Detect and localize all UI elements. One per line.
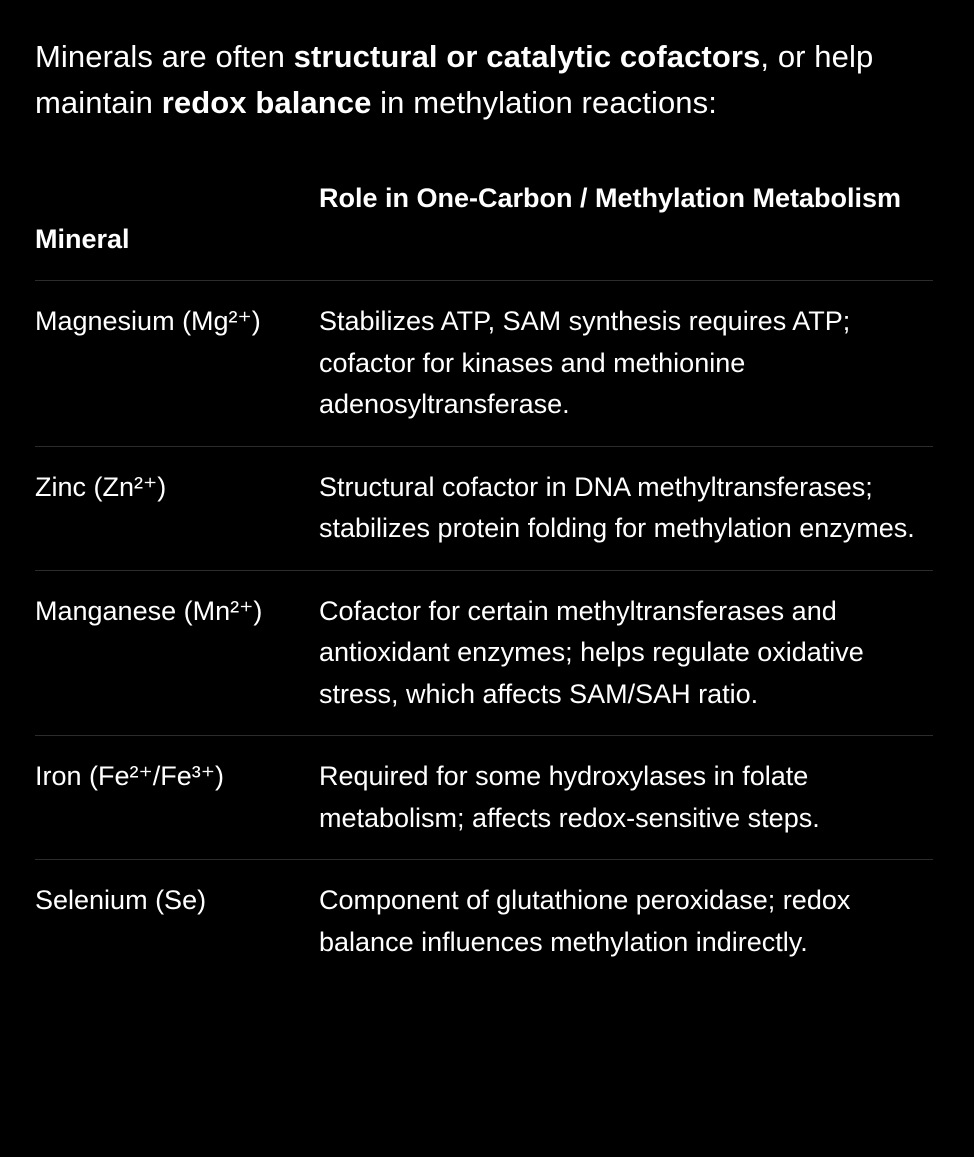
role-cell: Stabilizes ATP, SAM synthesis requires ATP; cofactor for kinases and methionine adenosyltransferase. <box>319 306 851 419</box>
intro-bold-1: structural or catalytic cofactors <box>293 39 761 74</box>
intro-text-3: in methylation reactions: <box>371 85 717 120</box>
mineral-cell: Zinc (Zn²⁺) <box>35 471 167 502</box>
intro-text-2: , or help maintain <box>35 39 874 120</box>
mineral-cell: Manganese (Mn²⁺) <box>35 595 263 626</box>
table-row <box>35 281 933 447</box>
role-cell: Structural cofactor in DNA methyltransferases; stabilizes protein folding for methylation enzymes. <box>319 471 915 543</box>
table-row <box>35 860 933 983</box>
table-row <box>35 736 933 860</box>
table-header-row <box>35 176 933 281</box>
role-cell: Component of glutathione peroxidase; redox balance influences methylation indirectly. <box>319 885 851 957</box>
role-cell: Cofactor for certain methyltransferases and antioxidant enzymes; helps regulate oxidative stress, which affects SAM/SAH ratio. <box>319 595 864 709</box>
mineral-cell: Selenium (Se) <box>35 885 207 915</box>
header-role: Role in One-Carbon / Methylation Metabolism <box>319 183 902 213</box>
role-cell: Required for some hydroxylases in folate metabolism; affects redox-sensitive steps. <box>319 761 820 833</box>
minerals-table <box>35 176 933 983</box>
table-row <box>35 571 933 737</box>
mineral-cell: Iron (Fe²⁺/Fe³⁺) <box>35 761 225 791</box>
header-mineral: Mineral <box>35 224 130 254</box>
intro-bold-2: redox balance <box>161 85 372 120</box>
mineral-cell: Magnesium (Mg²⁺) <box>35 306 261 336</box>
table-row <box>35 447 933 571</box>
intro-paragraph <box>35 34 915 126</box>
intro-text-1: Minerals are often <box>35 39 294 74</box>
